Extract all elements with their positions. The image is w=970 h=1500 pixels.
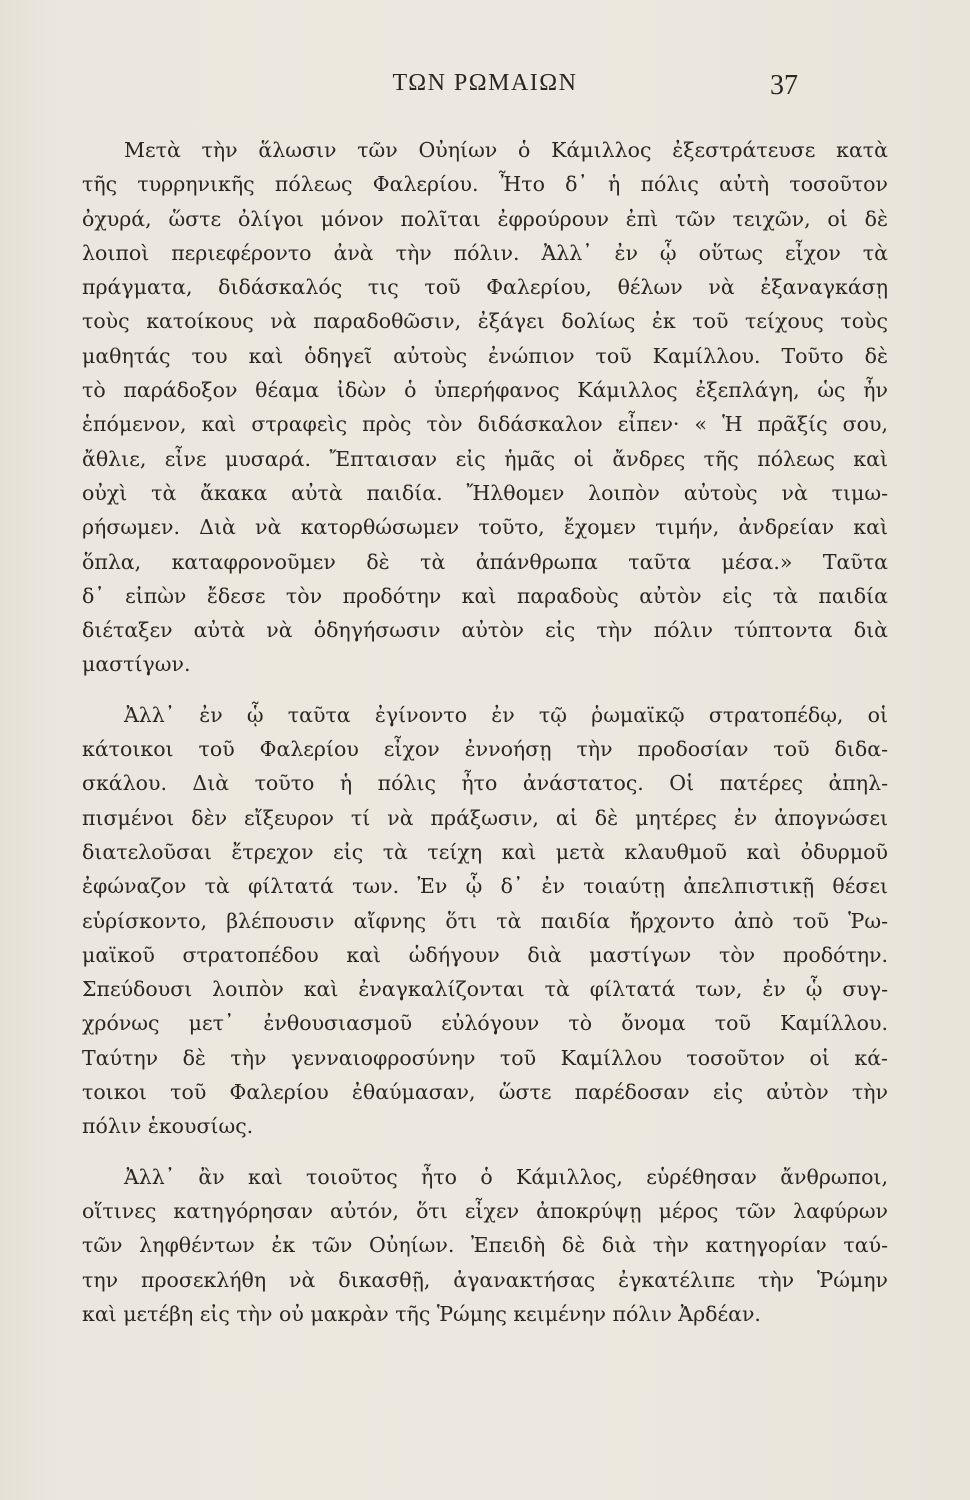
text-line: διέταξεν αὐτὰ νὰ ὁδηγήσωσιν αὐτὸν εἰς τὴν πόλιν τύπτοντα διὰ: [82, 618, 888, 643]
text-line: Σπεύδουσι λοιπὸν καὶ ἐναγκαλίζονται τὰ φίλτατά των, ἐν ᾧ συγ-: [82, 977, 888, 1002]
text-line: ὅπλα, καταφρονοῦμεν δὲ τὰ ἀπάνθρωπα ταῦτα μέσα.» Ταῦτα: [82, 549, 888, 574]
paragraph: [82, 133, 888, 682]
page-number: 37: [770, 70, 798, 101]
text-line: σκάλου. Διὰ τοῦτο ἡ πόλις ἦτο ἀνάστατος. Οἱ πατέρες ἀπηλ-: [82, 771, 888, 796]
body-text: [82, 133, 888, 1331]
text-line: πισμένοι δὲν εἴξευρον τί νὰ πράξωσιν, αἱ δὲ μητέρες ἐν ἀπογνώσει: [82, 805, 888, 830]
text-line: τοικοι τοῦ Φαλερίου ἐθαύμασαν, ὥστε παρέδοσαν εἰς αὐτὸν τὴν: [82, 1080, 888, 1105]
paragraph-gap: [82, 1144, 888, 1160]
text-line: Ἀλλ᾽ ἂν καὶ τοιοῦτος ἦτο ὁ Κάμιλλος, εὑρέθησαν ἄνθρωποι,: [124, 1164, 888, 1189]
text-line: ἄθλιε, εἶνε μυσαρά. Ἔπταισαν εἰς ἡμᾶς οἱ ἄνδρες τῆς πόλεως καὶ: [82, 446, 888, 471]
page-header: [0, 70, 970, 110]
text-line: ρήσωμεν. Διὰ νὰ κατορθώσωμεν τοῦτο, ἔχομεν τιμήν, ἀνδρείαν καὶ: [82, 515, 888, 540]
text-line: διατελοῦσαι ἔτρεχον εἰς τὰ τείχη καὶ μετὰ κλαυθμοῦ καὶ ὀδυρμοῦ: [82, 839, 888, 864]
paragraph: [82, 1160, 888, 1331]
text-line: κάτοικοι τοῦ Φαλερίου εἶχον ἐννοήσῃ τὴν προδοσίαν τοῦ διδα-: [82, 737, 888, 762]
text-line: τῶν ληφθέντων ἐκ τῶν Οὐηίων. Ἐπειδὴ δὲ διὰ τὴν κατηγορίαν ταύ-: [82, 1233, 888, 1258]
text-line: Μετὰ τὴν ἅλωσιν τῶν Οὐηίων ὁ Κάμιλλος ἐξεστράτευσε κατὰ: [124, 138, 888, 162]
text-line: οὐχὶ τὰ ἄκακα αὐτὰ παιδία. Ἤλθομεν λοιπὸν αὐτοὺς νὰ τιμω-: [82, 480, 888, 505]
text-line: ἑπόμενον, καὶ στραφεὶς πρὸς τὸν διδάσκαλον εἶπεν· « Ἡ πρᾶξίς σου,: [82, 412, 888, 437]
text-line: χρόνως μετ᾽ ἐνθουσιασμοῦ εὐλόγουν τὸ ὄνομα τοῦ Καμίλλου.: [82, 1011, 888, 1036]
running-title: ΤΩΝ ΡΩΜΑΙΩΝ: [392, 70, 578, 96]
paragraph: [82, 698, 888, 1144]
text-line: Ἀλλ᾽ ἐν ᾧ ταῦτα ἐγίνοντο ἐν τῷ ῥωμαϊκῷ στρατοπέδῳ, οἱ: [124, 702, 888, 727]
text-line: μαϊκοῦ στρατοπέδου καὶ ὡδήγουν διὰ μαστίγων τὸν προδότην.: [82, 942, 888, 967]
text-line: τὸ παράδοξον θέαμα ἰδὼν ὁ ὑπερήφανος Κάμιλλος ἐξεπλάγη, ὡς ἦν: [82, 378, 888, 403]
text-line: ὀχυρά, ὥστε ὀλίγοι μόνον πολῖται ἐφρούρουν ἐπὶ τῶν τειχῶν, οἱ δὲ: [82, 206, 888, 231]
text-line: την προσεκλήθη νὰ δικασθῇ, ἀγανακτήσας ἐγκατέλιπε τὴν Ῥώμην: [82, 1267, 888, 1292]
text-line: δ᾽ εἰπὼν ἔδεσε τὸν προδότην καὶ παραδοὺς αὐτὸν εἰς τὰ παιδία: [82, 583, 888, 608]
text-line: πόλιν ἑκουσίως.: [82, 1114, 254, 1139]
text-line: οἵτινες κατηγόρησαν αὐτόν, ὅτι εἶχεν ἀποκρύψῃ μέρος τῶν λαφύρων: [82, 1198, 888, 1223]
paragraph-gap: [82, 682, 888, 698]
text-line: πράγματα, διδάσκαλός τις τοῦ Φαλερίου, θέλων νὰ ἐξαναγκάσῃ: [82, 275, 888, 300]
text-line: μαθητάς του καὶ ὁδηγεῖ αὐτοὺς ἐνώπιον τοῦ Καμίλλου. Τοῦτο δὲ: [82, 343, 888, 368]
text-line: λοιποὶ περιεφέροντο ἀνὰ τὴν πόλιν. Ἀλλ᾽ ἐν ᾧ οὕτως εἶχον τὰ: [82, 240, 888, 265]
text-line: τοὺς κατοίκους νὰ παραδοθῶσιν, ἐξάγει δολίως ἐκ τοῦ τείχους τοὺς: [82, 309, 888, 334]
text-line: μαστίγων.: [82, 652, 191, 677]
text-line: Ταύτην δὲ τὴν γενναιοφροσύνην τοῦ Καμίλλου τοσοῦτον οἱ κά-: [82, 1045, 888, 1070]
text-line: ἐφώναζον τὰ φίλτατά των. Ἐν ᾧ δ᾽ ἐν τοιαύτῃ ἀπελπιστικῇ θέσει: [82, 874, 888, 899]
text-line: τῆς τυρρηνικῆς πόλεως Φαλερίου. Ἦτο δ᾽ ἡ πόλις αὐτὴ τοσοῦτον: [82, 172, 888, 197]
text-line: εὑρίσκοντο, βλέπουσιν αἴφνης ὅτι τὰ παιδία ἤρχοντο ἀπὸ τοῦ Ῥω-: [82, 908, 888, 933]
text-line: καὶ μετέβη εἰς τὴν οὐ μακρὰν τῆς Ῥώμης κειμένην πόλιν Ἀρδέαν.: [82, 1301, 761, 1326]
